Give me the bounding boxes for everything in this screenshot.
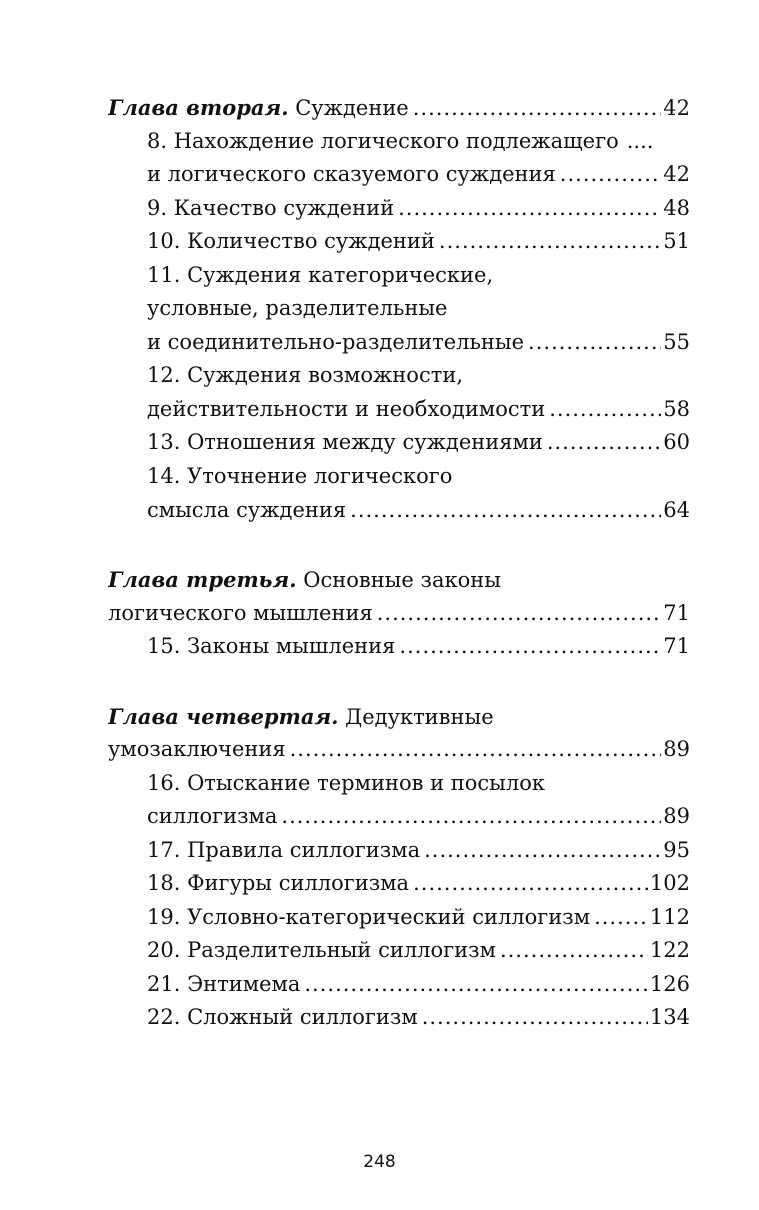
page-ref: 112	[649, 905, 690, 929]
toc-entry	[147, 292, 690, 325]
toc-entry	[147, 867, 690, 900]
entry-title: условные, разделительные	[147, 296, 448, 320]
chapter-title: Суждение	[295, 96, 409, 120]
dot-leader	[290, 733, 662, 766]
toc-entry	[147, 834, 690, 867]
entry-title: 14. Уточнение логического	[147, 464, 453, 488]
dot-leader	[547, 426, 661, 459]
toc-entry	[147, 800, 690, 833]
entry-title: 12. Суждения возможности,	[147, 363, 463, 387]
toc-entry	[147, 259, 690, 292]
page-ref: 122	[649, 938, 690, 962]
chapter-title: Основные законы	[303, 568, 501, 592]
page-ref: 89	[663, 804, 690, 828]
chapter-label: Глава четвертая.	[108, 704, 339, 729]
toc-entry	[147, 968, 690, 1001]
toc-chapter-heading	[108, 700, 690, 733]
entry-title: 16. Отыскание терминов и посылок	[147, 771, 545, 795]
toc-entry	[147, 630, 690, 663]
entry-title: 19. Условно-категорический силлогизм	[147, 905, 591, 929]
entry-title: 17. Правила силлогизма	[147, 838, 421, 862]
toc-chapter-heading	[108, 733, 690, 766]
dot-leader	[528, 326, 661, 359]
chapter-label: Глава третья.	[108, 567, 297, 592]
page-ref: 126	[649, 972, 690, 996]
dot-leader	[398, 192, 661, 225]
toc-entry	[147, 326, 690, 359]
toc-entry	[147, 192, 690, 225]
dot-leader	[304, 968, 648, 1001]
entry-title: силлогизма	[147, 804, 278, 828]
toc-entry	[147, 934, 690, 967]
dot-leader	[399, 630, 661, 663]
dot-leader	[424, 834, 661, 867]
toc-entry	[147, 1001, 690, 1034]
page-number: 248	[363, 1152, 396, 1172]
dot-leader	[500, 934, 648, 967]
dot-leader	[594, 901, 648, 934]
toc-entry	[147, 460, 690, 493]
toc-chapter-heading	[108, 563, 690, 596]
dot-leader	[560, 158, 661, 191]
chapter-title: умозаключения	[108, 737, 286, 761]
dot-leader	[422, 1001, 648, 1034]
page-ref: 55	[663, 330, 690, 354]
page-ref: 51	[663, 229, 690, 253]
chapter-label: Глава вторая.	[108, 95, 289, 120]
page-ref: 102	[649, 871, 690, 895]
entry-title: 20. Разделительный силлогизм	[147, 938, 496, 962]
dot-leader	[549, 393, 661, 426]
entry-title: 22. Сложный силлогизм	[147, 1005, 418, 1029]
entry-title: 18. Фигуры силлогизма	[147, 871, 410, 895]
toc-entry	[147, 359, 690, 392]
toc-entry	[147, 767, 690, 800]
page-ref: 48	[663, 196, 690, 220]
page-ref: 58	[663, 397, 690, 421]
chapter-title: логического мышления	[108, 601, 373, 625]
toc-entry	[147, 225, 690, 258]
toc-entry	[147, 494, 690, 527]
entry-title: 8. Нахождение логического подлежащего	[147, 129, 619, 153]
toc-entry	[147, 901, 690, 934]
page-ref: 42	[663, 162, 690, 186]
entry-title: и логического сказуемого суждения	[147, 162, 556, 186]
page-ref: 95	[663, 838, 690, 862]
toc-chapter-heading	[108, 597, 690, 630]
entry-title: 11. Суждения категорические,	[147, 263, 494, 287]
dot-leader	[413, 92, 662, 124]
entry-title: 15. Законы мышления	[147, 634, 396, 658]
chapter-title: Дедуктивные	[345, 705, 494, 729]
entry-title: 13. Отношения между суждениями	[147, 430, 543, 454]
toc-entry	[147, 393, 690, 426]
page-ref: 134	[649, 1005, 690, 1029]
entry-title: и соединительно-разделительные	[147, 330, 525, 354]
toc-entry	[147, 158, 690, 191]
page-ref: 71	[663, 634, 690, 658]
dot-leader	[350, 494, 661, 527]
page-ref: 89	[663, 737, 690, 761]
entry-title: 21. Энтимема	[147, 972, 301, 996]
page-ref: 71	[663, 601, 690, 625]
entry-title: действительности и необходимости	[147, 397, 546, 421]
entry-title: 10. Количество суждений	[147, 229, 435, 253]
dot-leader	[413, 867, 648, 900]
entry-title: смысла суждения	[147, 498, 347, 522]
toc-chapter-heading	[108, 91, 690, 124]
dot-leader	[377, 597, 662, 630]
dot-leader	[439, 225, 661, 258]
page-ref: 64	[663, 498, 690, 522]
entry-title: 9. Качество суждений	[147, 196, 395, 220]
toc-entry	[147, 125, 690, 158]
dot-leader	[281, 800, 661, 833]
toc-entry	[147, 426, 690, 459]
page-ref: 42	[663, 96, 690, 120]
page-ref: 60	[663, 430, 690, 454]
dot-leader-trail: ....	[626, 129, 654, 153]
